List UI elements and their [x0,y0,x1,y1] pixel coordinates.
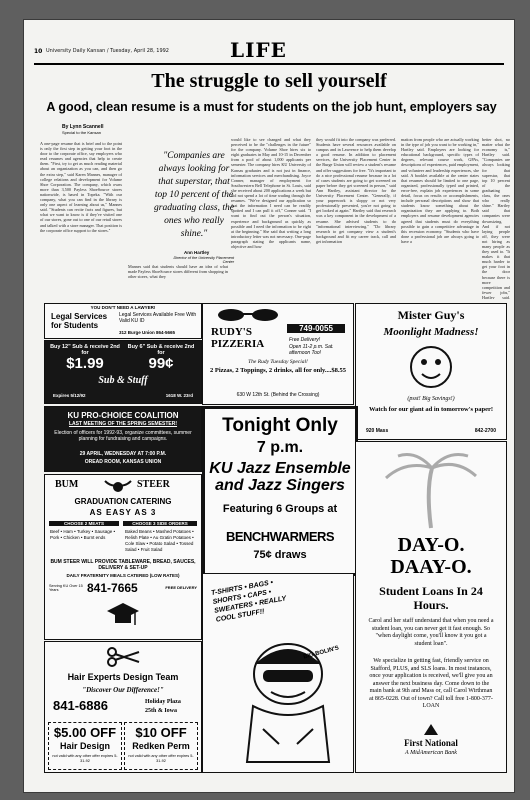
tshirt-cartoon-ad [202,573,354,773]
mister-guys-watch: Watch for our giant ad in tomorrow's paper! [368,406,494,413]
pull-quote-role: Director of the University Placement Center [173,256,234,264]
rudys-hours: Open 11-2 p.m. Sat. afternoon Too! [289,344,334,356]
sub-and-stuff-ad [44,340,202,404]
hair-experts-name: Hair Experts Design Team [67,672,179,682]
article-headline: The struggle to sell yourself [151,70,387,92]
moonlight-madness-title: Moonlight Madness! [383,326,479,338]
jazz-time: 7 p.m. [256,439,304,456]
legal-ad-tagline: YOU DON'T NEED A LAWYER! [90,305,156,310]
tshirt-ad-brand: BIG BOLIN'S [302,645,340,661]
legal-ad-address: 312 Burge Union 864-5665 [119,330,176,335]
sub-deal-2-label: Buy 6" Sub & receive 2nd for [127,344,195,356]
bum-steer-free-delivery: FREE DELIVERY [165,585,197,590]
page-header [34,38,504,72]
article-column-4: they would fit into the company was preferred. Students have several resources available on campus and in Lawrence to help them develop a good resume. In addition to placement services, the University Placement Center in the Burge Union will review a student's resume and offer suggestions for free. "It's important to do a nice professional resume because in a lot of cases students are going to get screened on paper before they get screened in person," said Ann Hartley, assistant director for the University Placement Center. "Generally, if your paperwork is sloppy or not very professionally presented, you're not going to get looked at again." Hartley said that research was a key component in the development of a resume. She advised students to do "informational interviewing." "Do library research to get company view a student's background and fit my career track, call and get information [316,137,396,244]
paper-dateline: University Daily Kansan / Tuesday, April 28, 1992 [46,48,169,54]
rudys-phone: 749-0055 [287,324,345,333]
bum-steer-sides-header: CHOOSE 3 SIDE ORDERS [123,521,197,526]
jazz-draws: 75¢ draws [253,549,307,561]
coupon-1-price: $5.00 OFF [53,725,117,740]
pull-quote: "Companies are always looking for that superstar, that top 10 percent of the graduating class, the ones who really shine." [154,151,234,239]
bank-name: First National [404,738,458,748]
bum-steer-serving: Serving KU Over 15 Years [49,584,83,592]
rudys-name: RUDY'S PIZZERIA [211,326,265,350]
legal-services-ad [44,303,202,339]
dayo-subtitle: Student Loans In 24 Hours. [379,584,483,612]
pro-choice-ad [44,406,202,472]
article-column-1: A one-page resume that is brief and to the point is only the first step in getting your foot in the door to the corporate office, say employers who read resumes and agencies that help to create them. "First, try to get as much reading material about an organization as you can, and then go the extra step," said Karen Mannes, manager of college relations and development for Volume Shoe Corporation. The company, which owns more than 3,500 Payless ShoeSource stores nationwide, is based in Topeka. "With our company, what you can find in the library is only one aspect of learning about us," Mannes said. "Students can recite facts and figures, but what we want to know is if they've visited one of our stores, gone out to one of our retail stores and talked with a store manager. That position is the corporate office support to the stores." [40,141,122,233]
bum-steer-subtitle: AS EASY AS 3 [89,508,157,517]
coupon-1-note: not valid with any other offer expires 5-31-92 [52,754,118,763]
rudys-address: 630 W 12th St. (Behind the Crossing) [236,392,320,398]
legal-ad-subtitle: Legal Services Available Free With Valid KU ID [119,312,197,324]
hair-experts-phone: 841-6886 [53,698,108,713]
newspaper-page [24,20,514,792]
hair-experts-location-2: 25th & Iowa [145,708,178,714]
bum-steer-sides: Baked Beans • Mashed Potatoes • Relish Plate • Au Gratin Potatoes • Cole Slaw • Potato Salad • Tossed Salad • Fruit Salad [125,529,194,552]
rudys-free-delivery: Free Delivery! [289,337,321,343]
article-column-5: mation from people who are actually working in the type of job you want to be working in," Hartley said. Employers are looking for educational background, specific types of degrees, relevant course work, GPAs, descriptions of experiences, paid employment, and volunteer and leadership experiences, she said. A booklet available at the center states that resumes should be limited to one page, organized, professionally typed and printed, error-free, explain job experiences in some detail, focus on results or accomplishments, include personal descriptions and show that students know something about the organization they are applying to. Both employers and resume development agencies agreed that students must do everything possible to gain a competitive advantage in this recession economy. "Students who have done a professional job are always going to have a [401,137,479,244]
mister-guys-ad [355,303,507,440]
bum-steer-daily: DAILY FRATERNITY MEALS CATERED (LOW RATES) [66,573,180,578]
palm-tree-icon [376,450,486,530]
dayo-body-2: We specialize in getting fast, friendly service on Stafford, PLUS, and SLS loans. In most instances, once your application is received, we'll give you an answer the next business day. Come down to the main bank at 9th and Mass or, call Carol Wirthman at 865-0228. Out of town? Call toll free 1-800-377-LOAN [369,658,493,709]
dayo-title-2: DAAY-O. [390,556,472,578]
bum-steer-title: GRADUATION CATERING [74,497,172,506]
pro-choice-where: OREAD ROOM, KANSAS UNION [84,459,162,465]
article-byline: By Lynn Scannell [62,124,104,130]
pro-choice-title: KU PRO-CHOICE COALITION [67,411,179,420]
hair-experts-tagline: "Discover Our Difference!" [82,686,164,694]
dayo-body-1: Carol and her staff understand that when you need a student loan, you can never get it fast enough. So "when daylight come, you'll know it you got a student loan". [368,618,494,647]
pro-choice-when: 29 APRIL, WEDNESDAY AT 7:00 P.M. [79,451,167,457]
section-name: LIFE [230,38,287,62]
sub-deal-1-price: $1.99 [66,355,104,372]
bum-steer-meats: Beef • Ham • Turkey • Sausage • Pork • Chicken • Burnt ends [50,529,116,540]
byline-role: Special to the Kansan [62,130,101,135]
coupon-redken-perm[interactable] [124,722,198,770]
scissors-icon [105,646,141,668]
bank-subtitle: A MidAmerican Bank [405,750,457,756]
sub-deal-1-label: Buy 12" Sub & receive 2nd for [50,344,120,356]
bum-steer-brand-right: STEER [137,479,170,490]
pro-choice-body: Election of officers for 1992-93, organize committees, summer planning for fundraising and campaigns. [54,430,192,442]
bum-steer-phone: 841-7665 [87,581,138,595]
steer-head-icon [103,477,133,493]
jazz-venue: BENCHWARMERS [225,529,335,544]
page-number: 10 [34,48,43,55]
article-column-2: Mannes said that students should have an idea of what made Payless ShoeSource stores different from shopping in other stores, what they [128,264,228,280]
sub-expires: Expires 5/12/92 [53,393,86,398]
legal-ad-title: Legal Services for Students [51,312,108,330]
hair-experts-ad [44,641,202,773]
coupon-2-note: not valid with any other offer expires 5-31-92 [128,754,194,763]
mister-guys-name: Mister Guy's [397,308,465,322]
graduation-cap-icon [105,599,141,635]
student-loans-ad [355,441,507,773]
sunglasses-icon [213,308,285,322]
rudys-special-title: The Rudy Tuesday Special! [248,359,308,365]
mister-guys-phone: 842-2700 [474,428,496,434]
pro-choice-subtitle: LAST MEETING OF THE SPRING SEMESTER! [68,421,178,427]
hair-experts-location-1: Holiday Plaza [145,699,181,705]
coupon-2-price: $10 OFF [135,725,187,740]
bum-steer-meats-header: CHOOSE 2 MEATS [49,521,119,526]
jazz-ensemble-ad [202,406,358,576]
moon-face-icon [404,344,458,390]
mister-guys-address: 920 Mass [366,428,389,434]
bum-steer-brand-left: BUM [55,479,79,490]
article-deck: A good, clean resume is a must for students on the job hunt, employers say [46,100,497,114]
dayo-title-1: DAY-O. [397,534,465,556]
coupon-2-item: Redken Perm [132,741,190,751]
pull-quote-name: Ann Hartley [184,250,210,255]
coupon-hair-design[interactable] [48,722,122,770]
sub-deal-2-price: 99¢ [148,355,174,372]
rudys-pizzeria-ad [202,303,354,405]
sub-brand-logo: Sub & Stuff [98,375,148,386]
sub-address: 1618 W. 23rd [165,393,193,398]
bum-steer-provide: BUM STEER WILL PROVIDE TABLEWARE, BREAD, SAUCES, DELIVERY & SET-UP [50,559,196,571]
coupon-1-item: Hair Design [59,741,110,751]
header-rule [34,63,504,65]
bank-logo-icon [422,722,440,736]
jazz-groups: Featuring 6 Groups at [222,503,338,515]
rudys-special: 2 Pizzas, 2 Toppings, 2 drinks, all for only....$8.55 [209,367,347,374]
article-column-6: better shot, no matter what the economy is," Hartley said. "Companies are always looking for that superstar, that top 10 percent of the graduating class, the ones who really shine." Hartley said that companies were downsizing. And if not laying people off, they were not hiring as many people as they used to. "It makes it that much harder to get your foot in the door because there is more competition and fewer jobs," Hartley said. [482,137,510,299]
mister-guys-note: (psst! Big Savings!) [407,396,455,402]
jazz-performers: KU Jazz Ensemble and Jazz Singers [209,460,351,494]
bum-steer-ad [44,474,202,640]
article-column-3: would like to see changed and what they perceived to be the "challenges in the future" for the company. Volume Shoe hires six to eight graduates in May and 10-15 in December from a pool of about 1,000 applicants per semester. The company hires KU University of Kansas graduates and is not just in finance, information services and merchandising. Joyce Conner, manager of employment for Southwestern Bell Telephone in St. Louis, said she received about 200 applications a week but did not spend a lot of time wading through the resumes. "We've designed our application so that the information I need can be readily spotted and I can pull it off," Conner said. "I want to find out the person's situation, experience and background as quickly as possible and I need the information to be right at the beginning." She said that writing a long introductory letter was not necessary. One-page paragraph stating the applicants name, objective and how [231,137,311,249]
jazz-tonight: Tonight Only [222,415,338,436]
tshirt-ad-lines: T-SHIRTS • BAGS • SHORTS • CAPS • SWEATERS • REALLY COOL STUFF!! [210,579,287,624]
